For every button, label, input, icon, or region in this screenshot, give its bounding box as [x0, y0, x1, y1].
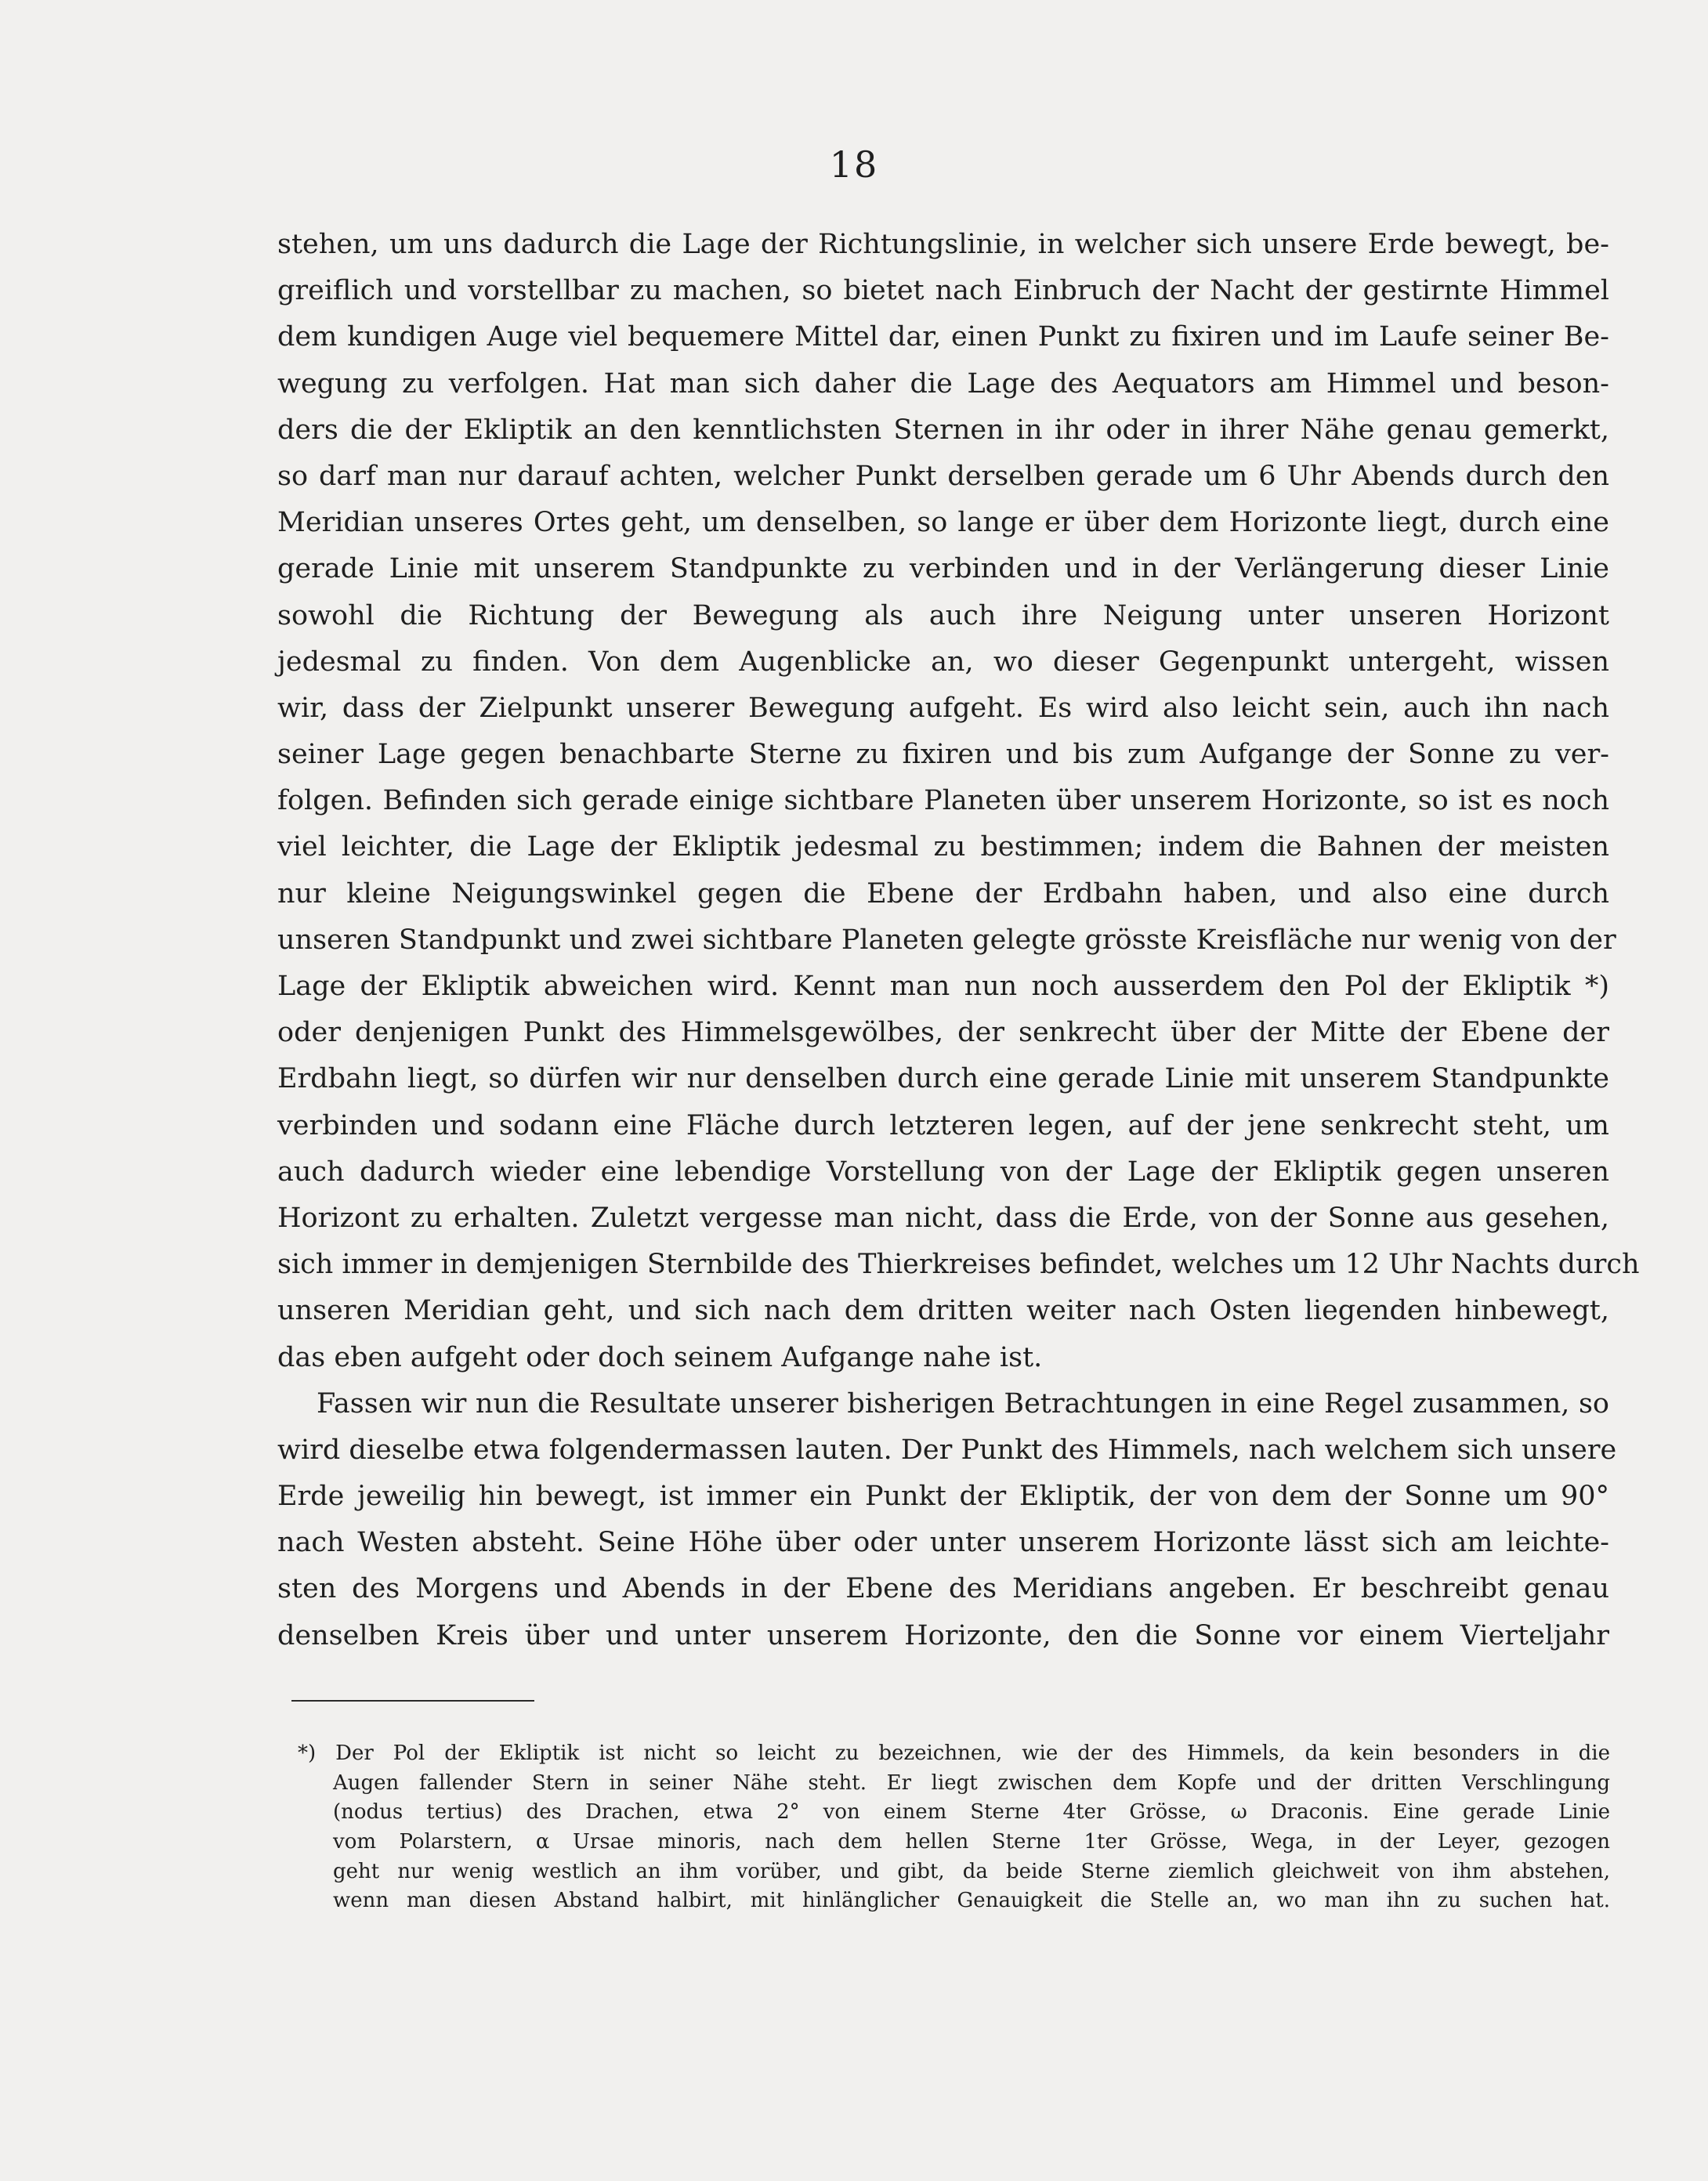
- body-line: sowohl die Richtung der Bewegung als auch ihre Neigung unter unseren Horizont: [277, 599, 1609, 631]
- paragraph-start-line: Fassen wir nun die Resultate unserer bisherigen Betrachtungen in eine Regel zusammen, so: [317, 1387, 1609, 1420]
- body-line: wird dieselbe etwa folgendermassen lauten. Der Punkt des Himmels, nach welchem sich unsere: [277, 1434, 1617, 1466]
- body-line: nach Westen absteht. Seine Höhe über oder unter unserem Horizonte lässt sich am leichte-: [277, 1527, 1609, 1559]
- body-line: dem kundigen Auge viel bequemere Mittel dar, einen Punkt zu fixiren und im Laufe seiner Be-: [277, 321, 1609, 353]
- body-line: gerade Linie mit unserem Standpunkte zu verbinden und in der Verlängerung dieser Linie: [277, 553, 1609, 585]
- body-line: Horizont zu erhalten. Zuletzt vergesse man nicht, dass die Erde, von der Sonne aus gesehen,: [277, 1202, 1609, 1234]
- body-line: greiflich und vorstellbar zu machen, so bietet nach Einbruch der Nacht der gestirnte Himmel: [277, 275, 1609, 307]
- body-line: stehen, um uns dadurch die Lage der Richtungslinie, in welcher sich unsere Erde bewegt, be-: [277, 229, 1609, 260]
- body-line: wegung zu verfolgen. Hat man sich daher die Lage des Aequators am Himmel und beson-: [277, 367, 1609, 400]
- footnote-line: wenn man diesen Abstand halbirt, mit hinlänglicher Genauigkeit die Stelle an, wo man ihn zu suchen hat.: [333, 1889, 1610, 1913]
- paragraph-end-line: das eben aufgeht oder doch seinem Aufgange nahe ist.: [277, 1341, 1043, 1373]
- body-line: sten des Morgens und Abends in der Ebene des Meridians angeben. Er beschreibt genau: [277, 1573, 1609, 1605]
- body-line: folgen. Befinden sich gerade einige sichtbare Planeten über unserem Horizonte, so ist es noch: [277, 785, 1609, 817]
- body-line: Lage der Ekliptik abweichen wird. Kennt man nun noch ausserdem den Pol der Ekliptik *): [277, 971, 1609, 1002]
- body-line: seiner Lage gegen benachbarte Sterne zu fixiren und bis zum Aufgange der Sonne zu ver-: [277, 739, 1609, 771]
- body-line: unseren Standpunkt und zwei sichtbare Planeten gelegte grösste Kreisfläche nur wenig von der: [277, 924, 1616, 956]
- footnote-line: (nodus tertius) des Drachen, etwa 2° von einem Sterne 4ter Grösse, ω Draconis. Eine gerade Linie: [333, 1800, 1610, 1825]
- body-line: nur kleine Neigungswinkel gegen die Ebene der Erdbahn haben, und also eine durch: [277, 877, 1609, 910]
- body-line: sich immer in demjenigen Sternbilde des Thierkreises befindet, welches um 12 Uhr Nachts durch: [277, 1249, 1640, 1281]
- body-line: oder denjenigen Punkt des Himmelsgewölbes, der senkrecht über der Mitte der Ebene der: [277, 1017, 1609, 1049]
- footnote-rule: [291, 1700, 534, 1702]
- footnote-line: vom Polarstern, α Ursae minoris, nach dem hellen Sterne 1ter Grösse, Wega, in der Leyer, gezogen: [333, 1830, 1610, 1854]
- body-line: Erdbahn liegt, so dürfen wir nur denselben durch eine gerade Linie mit unserem Standpunkte: [277, 1063, 1609, 1095]
- page-number: 18: [829, 143, 879, 186]
- footnote-line: geht nur wenig westlich an ihm vorüber, und gibt, da beide Sterne ziemlich gleichweit von ihm abstehen,: [333, 1859, 1610, 1883]
- body-line: denselben Kreis über und unter unserem Horizonte, den die Sonne vor einem Vierteljahr: [277, 1619, 1609, 1651]
- body-line: so darf man nur darauf achten, welcher Punkt derselben gerade um 6 Uhr Abends durch den: [277, 460, 1609, 492]
- body-line: verbinden und sodann eine Fläche durch letzteren legen, auf der jene senkrecht steht, um: [277, 1109, 1609, 1141]
- footnote: [298, 1739, 1610, 1916]
- footnote-line: *) Der Pol der Ekliptik ist nicht so leicht zu bezeichnen, wie der des Himmels, da kein besonders in die: [298, 1742, 1610, 1765]
- body-text: [277, 222, 1640, 1659]
- body-line: viel leichter, die Lage der Ekliptik jedesmal zu bestimmen; indem die Bahnen der meisten: [277, 831, 1609, 863]
- body-line: unseren Meridian geht, und sich nach dem dritten weiter nach Osten liegenden hinbewegt,: [277, 1295, 1609, 1327]
- body-line: auch dadurch wieder eine lebendige Vorstellung von der Lage der Ekliptik gegen unseren: [277, 1156, 1609, 1188]
- footnote-line: Augen fallender Stern in seiner Nähe steht. Er liegt zwischen dem Kopfe und der dritten Verschlingung: [333, 1770, 1610, 1795]
- body-line: jedesmal zu finden. Von dem Augenblicke an, wo dieser Gegenpunkt untergeht, wissen: [277, 646, 1609, 678]
- body-line: ders die der Ekliptik an den kenntlichsten Sternen in ihr oder in ihrer Nähe genau gemerkt,: [277, 414, 1609, 446]
- body-line: wir, dass der Zielpunkt unserer Bewegung aufgeht. Es wird also leicht sein, auch ihn nach: [277, 692, 1609, 724]
- body-line: Erde jeweilig hin bewegt, ist immer ein Punkt der Ekliptik, der von dem der Sonne um 90°: [277, 1481, 1609, 1513]
- body-line: Meridian unseres Ortes geht, um denselben, so lange er über dem Horizonte liegt, durch eine: [277, 507, 1609, 539]
